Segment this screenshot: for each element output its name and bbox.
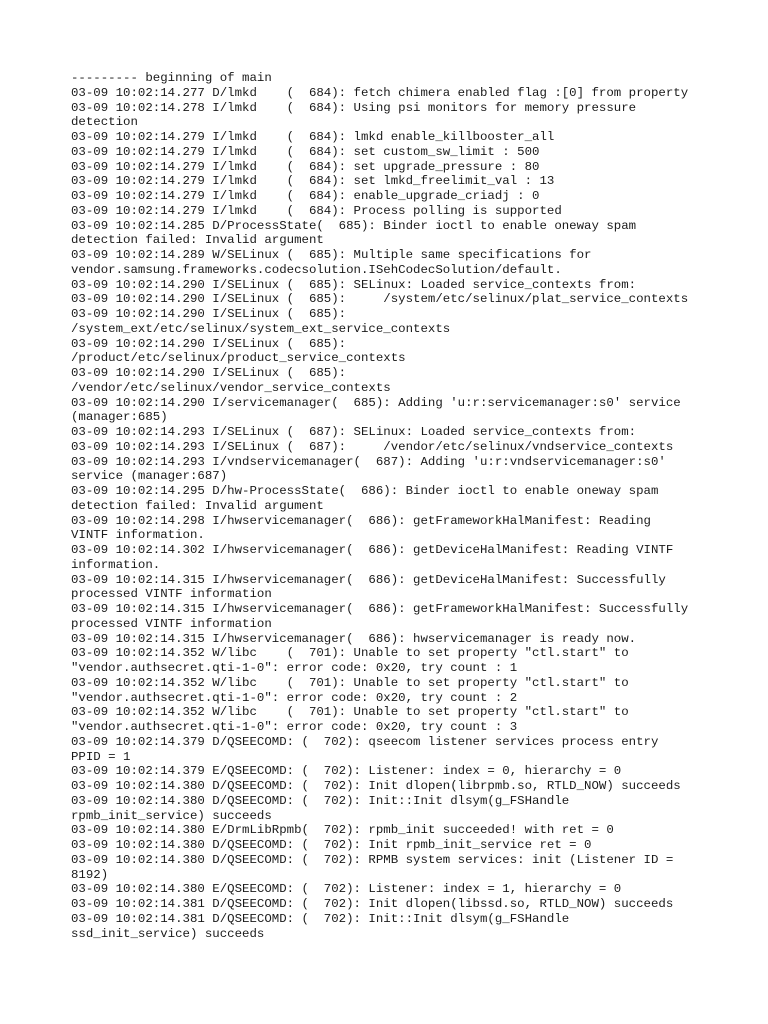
log-line: VINTF information.	[71, 528, 205, 543]
log-line: 03-09 10:02:14.278 I/lmkd ( 684): Using psi monitors for memory pressure	[71, 100, 637, 115]
log-line: 03-09 10:02:14.315 I/hwservicemanager( 686): getFrameworkHalManifest: Successfully	[71, 602, 689, 616]
log-page	[71, 71, 761, 941]
log-line: 03-09 10:02:14.290 I/servicemanager( 685): Adding 'u:r:servicemanager:s0' service	[71, 395, 681, 410]
log-line: 03-09 10:02:14.380 E/DrmLibRpmb( 702): rpmb_init succeeded! with ret = 0	[71, 823, 614, 838]
log-line: 03-09 10:02:14.379 E/QSEECOMD: ( 702): Listener: index = 0, hierarchy = 0	[71, 764, 622, 779]
log-line: "vendor.authsecret.qti-1-0": error code: 0x20, try count : 3	[71, 720, 518, 734]
log-line: 03-09 10:02:14.381 D/QSEECOMD: ( 702): Init dlopen(libssd.so, RTLD_NOW) succeeds	[71, 897, 674, 911]
log-line: 03-09 10:02:14.381 D/QSEECOMD: ( 702): Init::Init dlsym(g_FSHandle	[71, 911, 570, 926]
log-line: /system_ext/etc/selinux/system_ext_service_contexts	[71, 321, 451, 336]
log-line: 03-09 10:02:14.290 I/SELinux ( 685):	[71, 336, 347, 351]
log-line: 03-09 10:02:14.277 D/lmkd ( 684): fetch chimera enabled flag :[0] from property	[71, 85, 689, 100]
log-line: 03-09 10:02:14.315 I/hwservicemanager( 686): getDeviceHalManifest: Successfully	[71, 572, 666, 587]
log-line: "vendor.authsecret.qti-1-0": error code: 0x20, try count : 1	[71, 661, 518, 675]
log-line: 03-09 10:02:14.279 I/lmkd ( 684): Process polling is supported	[71, 203, 562, 218]
log-line: vendor.samsung.frameworks.codecsolution.ISehCodecSolution/default.	[71, 262, 562, 277]
log-line: 03-09 10:02:14.380 E/QSEECOMD: ( 702): Listener: index = 1, hierarchy = 0	[71, 882, 622, 897]
log-line: 03-09 10:02:14.295 D/hw-ProcessState( 686): Binder ioctl to enable oneway spam	[71, 484, 659, 498]
log-line: information.	[71, 557, 161, 572]
log-line: 03-09 10:02:14.279 I/lmkd ( 684): set custom_sw_limit : 500	[71, 144, 540, 159]
log-line: 03-09 10:02:14.352 W/libc ( 701): Unable to set property "ctl.start" to	[71, 705, 629, 720]
log-line: 03-09 10:02:14.380 D/QSEECOMD: ( 702): Init rpmb_init_service ret = 0	[71, 838, 592, 852]
log-line: 03-09 10:02:14.315 I/hwservicemanager( 686): hwservicemanager is ready now.	[71, 631, 637, 646]
log-line: detection failed: Invalid argument	[71, 498, 324, 513]
log-line: 03-09 10:02:14.289 W/SELinux ( 685): Multiple same specifications for	[71, 248, 592, 262]
log-line: detection failed: Invalid argument	[71, 233, 324, 248]
log-line: 03-09 10:02:14.290 I/SELinux ( 685):	[71, 307, 347, 321]
log-line: 03-09 10:02:14.290 I/SELinux ( 685):	[71, 366, 347, 380]
log-line: processed VINTF information	[71, 587, 272, 602]
log-line: 03-09 10:02:14.380 D/QSEECOMD: ( 702): RPMB system services: init (Listener ID =	[71, 852, 674, 867]
log-line: 03-09 10:02:14.290 I/SELinux ( 685): SELinux: Loaded service_contexts from:	[71, 277, 637, 292]
log-line: /product/etc/selinux/product_service_contexts	[71, 351, 406, 366]
log-line: 03-09 10:02:14.293 I/vndservicemanager( 687): Adding 'u:r:vndservicemanager:s0'	[71, 454, 666, 469]
log-line: 03-09 10:02:14.352 W/libc ( 701): Unable to set property "ctl.start" to	[71, 646, 629, 661]
log-line: --------- beginning of main	[71, 71, 272, 85]
log-line: 03-09 10:02:14.379 D/QSEECOMD: ( 702): qseecom listener services process entry	[71, 734, 659, 749]
log-line: detection	[71, 115, 138, 130]
log-line: ssd_init_service) succeeds	[71, 926, 265, 941]
log-line: 03-09 10:02:14.279 I/lmkd ( 684): set upgrade_pressure : 80	[71, 159, 540, 174]
log-line: 03-09 10:02:14.279 I/lmkd ( 684): set lmkd_freelimit_val : 13	[71, 174, 555, 189]
log-line: PPID = 1	[71, 749, 131, 764]
log-line: 03-09 10:02:14.380 D/QSEECOMD: ( 702): Init::Init dlsym(g_FSHandle	[71, 793, 570, 808]
log-line: 03-09 10:02:14.285 D/ProcessState( 685): Binder ioctl to enable oneway spam	[71, 218, 637, 233]
log-line: 03-09 10:02:14.302 I/hwservicemanager( 686): getDeviceHalManifest: Reading VINTF	[71, 543, 674, 557]
log-line: 03-09 10:02:14.293 I/SELinux ( 687): SELinux: Loaded service_contexts from:	[71, 425, 637, 439]
log-line: 03-09 10:02:14.380 D/QSEECOMD: ( 702): Init dlopen(librpmb.so, RTLD_NOW) succeeds	[71, 779, 681, 793]
log-line: 8192)	[71, 867, 109, 882]
log-line: rpmb_init_service) succeeds	[71, 808, 272, 823]
log-line: 03-09 10:02:14.298 I/hwservicemanager( 686): getFrameworkHalManifest: Reading	[71, 513, 651, 528]
log-line: /vendor/etc/selinux/vendor_service_contexts	[71, 380, 391, 395]
log-line: processed VINTF information	[71, 616, 272, 631]
log-line: 03-09 10:02:14.279 I/lmkd ( 684): lmkd enable_killbooster_all	[71, 130, 555, 144]
log-line: "vendor.authsecret.qti-1-0": error code: 0x20, try count : 2	[71, 690, 518, 705]
log-line: (manager:685)	[71, 410, 168, 425]
log-line: service (manager:687)	[71, 469, 228, 484]
log-line: 03-09 10:02:14.279 I/lmkd ( 684): enable_upgrade_criadj : 0	[71, 189, 540, 203]
log-line: 03-09 10:02:14.293 I/SELinux ( 687): /vendor/etc/selinux/vndservice_contexts	[71, 439, 674, 454]
log-line: 03-09 10:02:14.352 W/libc ( 701): Unable to set property "ctl.start" to	[71, 675, 629, 690]
log-text-block	[71, 71, 761, 941]
log-line: 03-09 10:02:14.290 I/SELinux ( 685): /system/etc/selinux/plat_service_contexts	[71, 292, 689, 307]
